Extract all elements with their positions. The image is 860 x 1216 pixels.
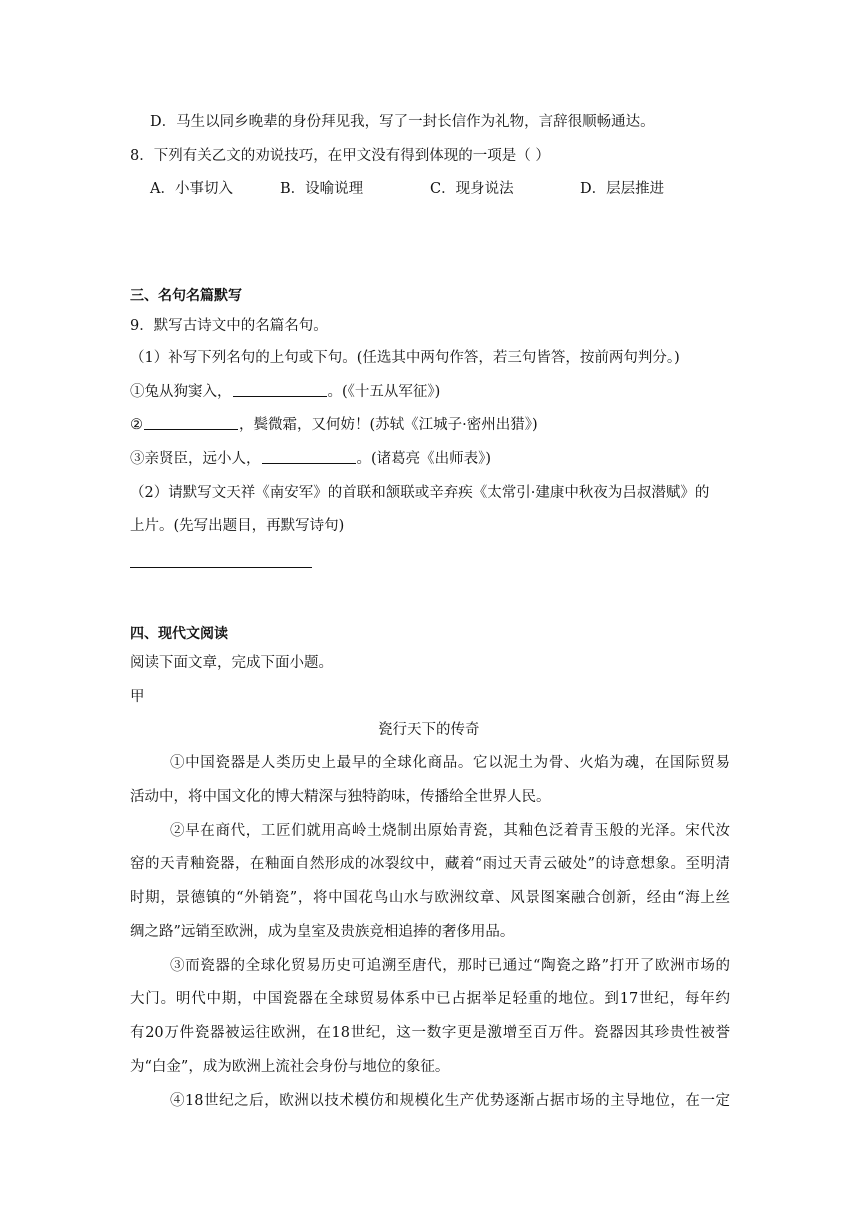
- paragraph-3-line-1: ③而瓷器的全球化贸易历史可追溯至唐代，那时已通过“陶瓷之路”打开了欧洲市场的: [170, 958, 730, 974]
- q7-option-d: D．马生以同乡晚辈的身份拜见我，写了一封长信作为礼物，言辞很顺畅通达。: [150, 114, 655, 130]
- q9-item-2-blank[interactable]: [144, 415, 238, 430]
- q8-option-d: D．层层推进: [580, 181, 665, 197]
- q9-item-3-blank[interactable]: [262, 449, 356, 464]
- paragraph-1-line-1: ①中国瓷器是人类历史上最早的全球化商品。它以泥土为骨、火焰为魂，在国际贸易: [170, 755, 730, 771]
- q9-item-1-prefix: ①兔从狗窦入，: [130, 384, 232, 400]
- q9-item-1-blank[interactable]: [233, 382, 327, 397]
- paragraph-3-line-3: 有20万件瓷器被运往欧洲，在18世纪，这一数字更是激增至百万件。瓷器因其珍贵性被誉: [130, 1025, 730, 1041]
- q9-item-1-suffix: 。(《十五从军征》): [327, 384, 441, 400]
- passage-label: 甲: [130, 689, 145, 705]
- paragraph-2-line-2: 窑的天青釉瓷器，在釉面自然形成的冰裂纹中，藏着“雨过天青云破处”的诗意想象。至明清: [130, 856, 730, 872]
- q9-stem: 9．默写古诗文中的名篇名句。: [130, 318, 328, 334]
- reading-instruction: 阅读下面文章，完成下面小题。: [130, 655, 333, 671]
- passage-title: 瓷行天下的传奇: [378, 722, 480, 738]
- q9-item-3: [130, 449, 491, 469]
- q9-item-2-prefix: ②: [130, 417, 143, 433]
- paragraph-3-line-2: 大门。明代中期，中国瓷器在全球贸易体系中已占据举足轻重的地位。到17世纪，每年约: [130, 991, 730, 1007]
- q9-part2-line-2: 上片。(先写出题目，再默写诗句): [130, 518, 345, 534]
- paragraph-2-line-4: 绸之路”远销至欧洲，成为皇室及贵族竞相追捧的奢侈用品。: [130, 924, 515, 940]
- q9-item-2-suffix: ，鬓微霜，又何妨！(苏轼《江城子·密州出猎》): [239, 417, 538, 433]
- q9-item-3-prefix: ③亲贤臣，远小人，: [130, 451, 261, 467]
- q9-part2-answer-line[interactable]: [130, 567, 312, 568]
- paragraph-3-line-4: 为“白金”，成为欧洲上流社会身份与地位的象征。: [130, 1059, 450, 1075]
- q9-part2-line-1: （2）请默写文天祥《南安军》的首联和颔联或辛弃疾《太常引·建康中秋夜为吕叔潜赋》的: [130, 485, 710, 501]
- q8-stem: 8．下列有关乙文的劝说技巧，在甲文没有得到体现的一项是（ ）: [130, 148, 550, 164]
- q8-option-b: B．设喻说理: [280, 181, 364, 197]
- q8-option-c: C．现身说法: [430, 181, 514, 197]
- paragraph-4-line-1: ④18世纪之后，欧洲以技术模仿和规模化生产优势逐渐占据市场的主导地位，在一定: [170, 1093, 730, 1109]
- section-heading-modern-reading: 四、现代文阅读: [130, 626, 228, 642]
- paragraph-1-line-2: 活动中，将中国文化的博大精深与独特韵味，传播给全世界人民。: [130, 789, 551, 805]
- q8-option-a: A．小事切入: [150, 181, 233, 197]
- paragraph-2-line-1: ②早在商代，工匠们就用高岭土烧制出原始青瓷，其釉色泛着青玉般的光泽。宋代汝: [170, 823, 730, 839]
- q9-item-2: [130, 415, 538, 435]
- q9-item-3-suffix: 。(诸葛亮《出师表》): [356, 451, 492, 467]
- section-heading-recitation: 三、名句名篇默写: [130, 288, 242, 304]
- q9-part1-intro: （1）补写下列名句的上句或下句。(任选其中两句作答，若三句皆答，按前两句判分。): [130, 350, 680, 366]
- q9-item-1: [130, 382, 440, 402]
- paragraph-2-line-3: 时期，景德镇的“外销瓷”，将中国花鸟山水与欧洲纹章、风景图案融合创新，经由“海上丝: [130, 890, 730, 906]
